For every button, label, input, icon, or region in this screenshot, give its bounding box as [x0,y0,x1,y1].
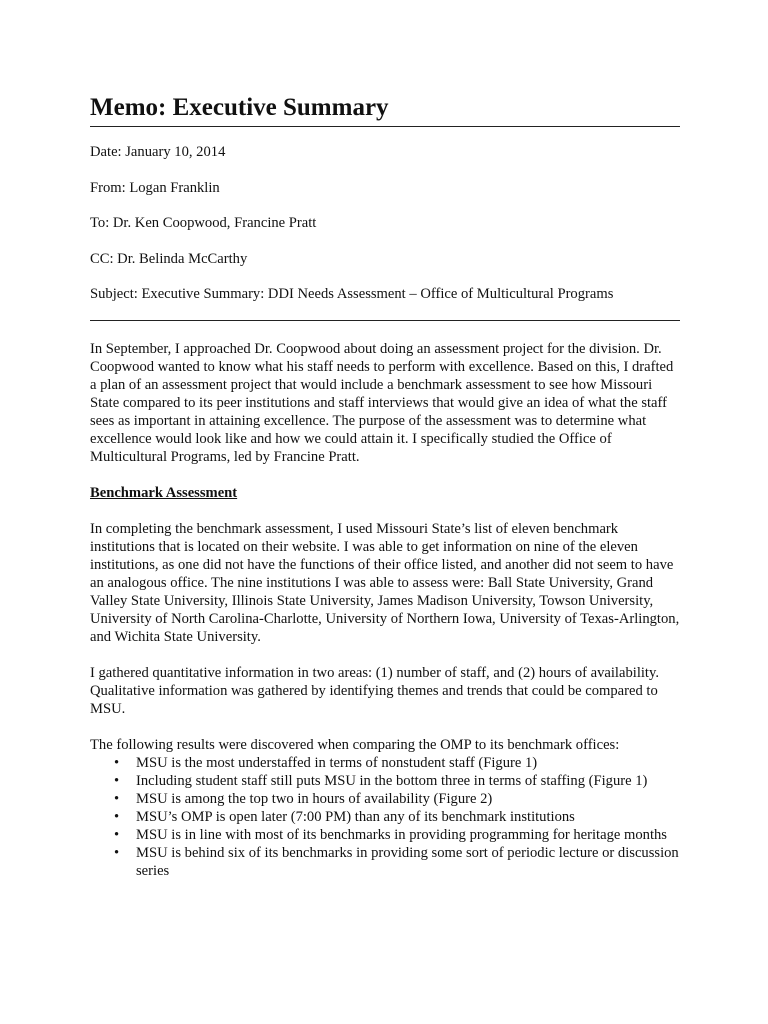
list-item [90,826,680,844]
finding-text: MSU is among the top two in hours of availability (Figure 2) [136,791,493,807]
finding-text: MSU is behind six of its benchmarks in providing some sort of periodic lecture or discussion series [136,845,679,879]
list-item [90,790,680,808]
header-divider [90,320,680,321]
bullet-icon: • [114,845,120,861]
memo-date: Date: January 10, 2014 [90,144,226,160]
benchmark-paragraph-2: I gathered quantitative information in two areas: (1) number of staff, and (2) hours of availability. Qualitative information was gathered by identifying themes and trends that could be compared to MSU. [90,665,659,717]
benchmark-paragraph-1: In completing the benchmark assessment, I used Missouri State’s list of eleven benchmark institutions that is located on their website. I was able to get information on nine of the eleven institutions, as one did not have the functions of their office listed, and another did not seem to have an analogous office. The nine institutions I was able to assess were: Ball State University, Grand Valley State University, Illinois State University, James Madison University, Towson University, University of North Carolina-Charlotte, University of Northern Iowa, University of Texas-Arlington, and Wichita State University. [90,521,680,645]
memo-to: To: Dr. Ken Coopwood, Francine Pratt [90,215,317,231]
finding-text: MSU is the most understaffed in terms of nonstudent staff (Figure 1) [136,755,538,771]
finding-text: MSU’s OMP is open later (7:00 PM) than any of its benchmark institutions [136,809,575,825]
memo-header-fields [90,143,680,303]
memo-cc: CC: Dr. Belinda McCarthy [90,250,248,267]
bullet-icon: • [114,773,120,789]
memo-title: Memo: Executive Summary [90,92,680,127]
list-item [90,754,680,772]
finding-text: MSU is in line with most of its benchmarks in providing programming for heritage months [136,827,667,843]
intro-paragraph: In September, I approached Dr. Coopwood about doing an assessment project for the division. Dr. Coopwood wanted to know what his staff needs to perform with excellence. Based on this, I drafted a plan of an assessment project that would include a benchmark assessment to see how Missouri State compared to its peer institutions and staff interviews that would give an idea of what the staff sees as important in attaining excellence. The purpose of the assessment was to determine what excellence would look like and how we could attain it. I specifically studied the Office of Multicultural Programs, led by Francine Pratt. [90,341,674,465]
memo-from: From: Logan Franklin [90,179,220,196]
finding-text: Including student staff still puts MSU in the bottom three in terms of staffing (Figure 1) [136,773,648,789]
bullet-icon: • [114,809,120,825]
results-intro: The following results were discovered when comparing the OMP to its benchmark offices: [90,737,620,753]
list-item [90,772,680,790]
list-item [90,844,680,880]
bullet-icon: • [114,827,120,843]
bullet-icon: • [114,755,120,771]
memo-page [90,92,680,880]
findings-list [90,754,680,880]
memo-subject: Subject: Executive Summary: DDI Needs Assessment – Office of Multicultural Programs [90,286,614,302]
list-item [90,808,680,826]
bullet-icon: • [114,791,120,807]
benchmark-heading: Benchmark Assessment [90,485,238,501]
